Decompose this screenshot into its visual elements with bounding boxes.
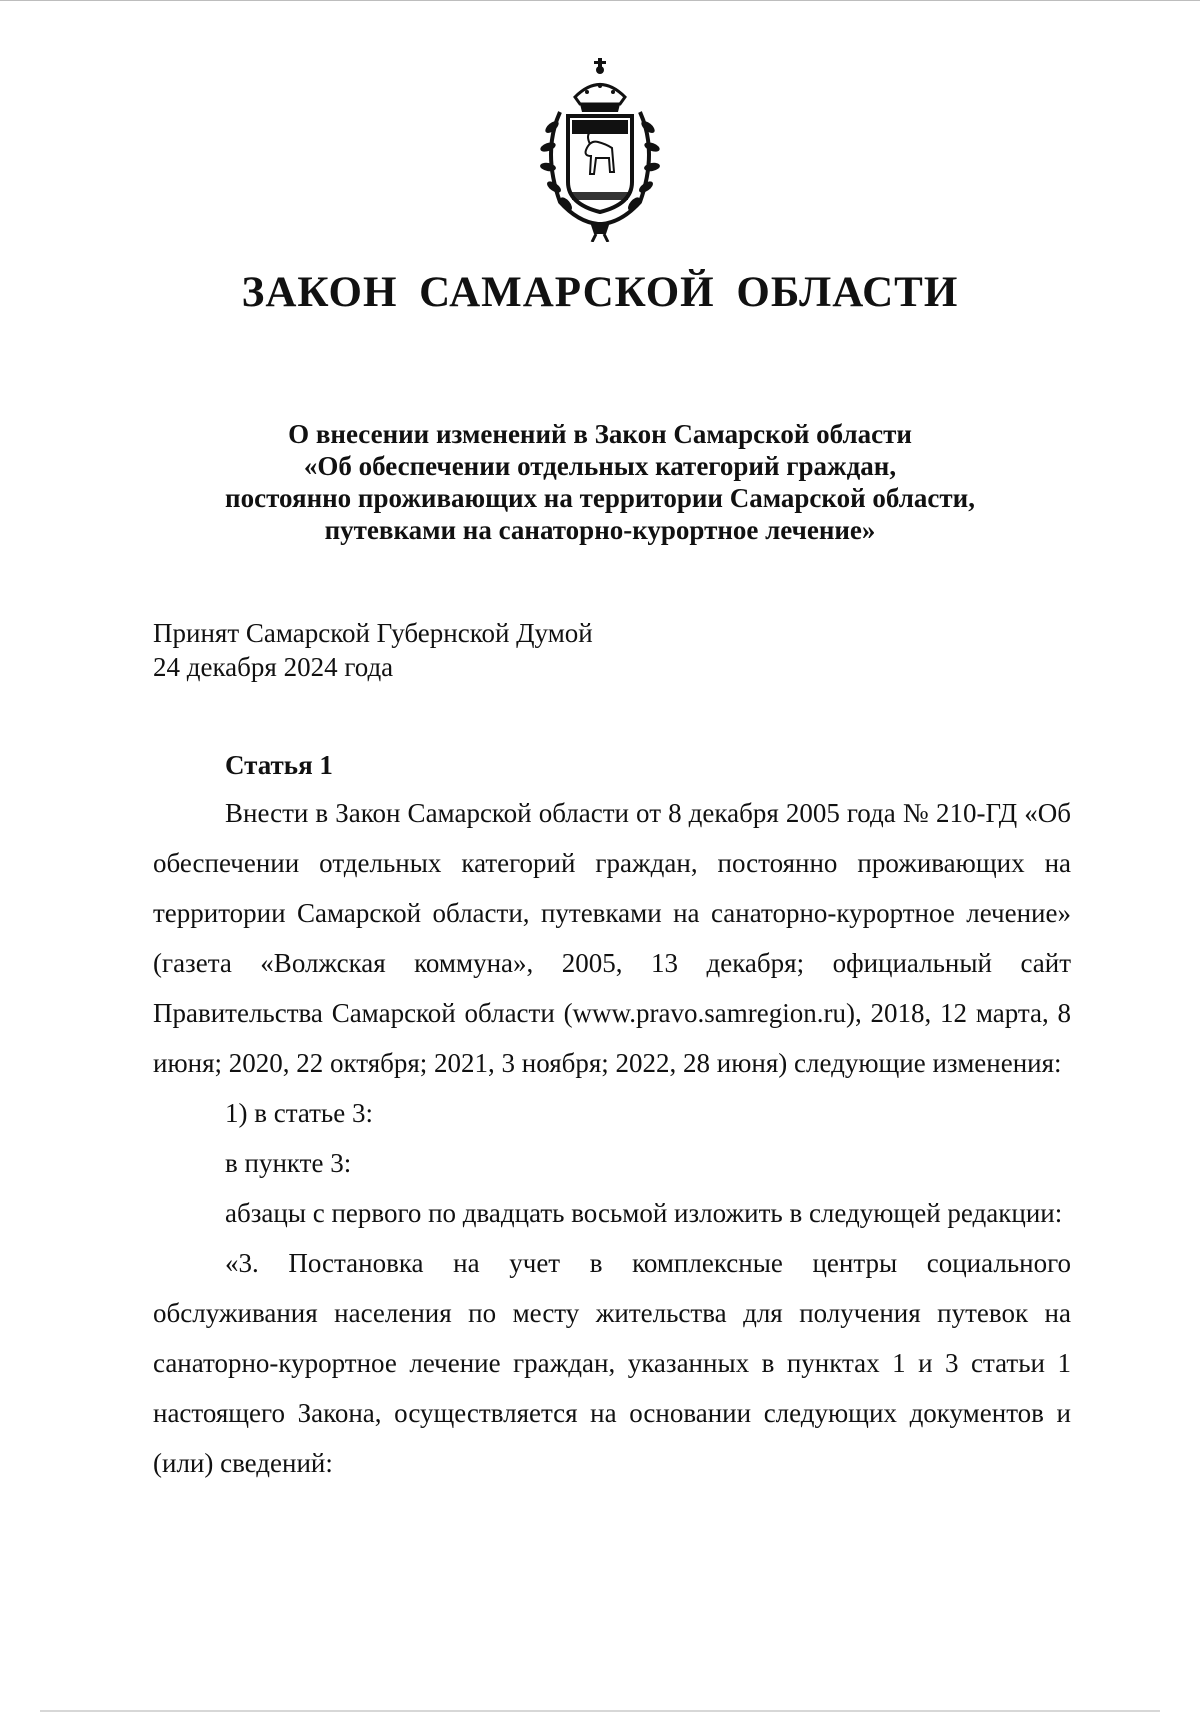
crown-icon xyxy=(575,58,625,112)
law-subject xyxy=(150,418,1050,546)
scan-edge-top xyxy=(0,0,1200,1)
scan-edge-bottom xyxy=(40,1710,1160,1712)
paragraph: в пункте 3: xyxy=(225,1148,352,1178)
law-title: ЗАКОН САМАРСКОЙ ОБЛАСТИ xyxy=(241,269,959,316)
subject-line: О внесении изменений в Закон Самарской области xyxy=(288,419,912,449)
subject-line: постоянно проживающих на территории Самарской области, xyxy=(225,483,975,513)
adoption-info xyxy=(153,616,593,684)
adoption-date: 24 декабря 2024 года xyxy=(153,652,394,682)
paragraph: 1) в статье 3: xyxy=(225,1098,373,1128)
adopted-by: Принят Самарской Губернской Думой xyxy=(153,618,593,648)
samara-coat-of-arms-icon xyxy=(520,52,680,242)
subject-line: «Об обеспечении отдельных категорий граждан, xyxy=(303,451,897,481)
paragraph: абзацы с первого по двадцать восьмой изложить в следующей редакции: xyxy=(225,1198,1063,1228)
subject-line: путевками на санаторно-курортное лечение» xyxy=(324,515,876,545)
article-body xyxy=(153,788,1071,1488)
shield-icon xyxy=(568,116,632,212)
article-heading: Статья 1 xyxy=(225,750,333,780)
paragraph: Внести в Закон Самарской области от 8 декабря 2005 года № 210-ГД «Об обеспечении отдельных категорий граждан, постоянно проживающих на территории Самарской области, путевками на санаторно-курортное лечение» (газета «Волжская коммуна», 2005, 13 декабря; официальный сайт Правительства Самарской области (www.pravo.samregion.ru), 2018, 12 марта, 8 июня; 2020, 22 октября; 2021, 3 ноября; 2022, 28 июня) следующие изменения: xyxy=(153,798,1071,1078)
paragraph: «3. Постановка на учет в комплексные центры социального обслуживания населения по месту жительства для получения путевок на санаторно-курортное лечение граждан, указанных в пунктах 1 и 3 статьи 1 настоящего Закона, осуществляется на основании следующих документов и (или) сведений: xyxy=(153,1248,1071,1478)
